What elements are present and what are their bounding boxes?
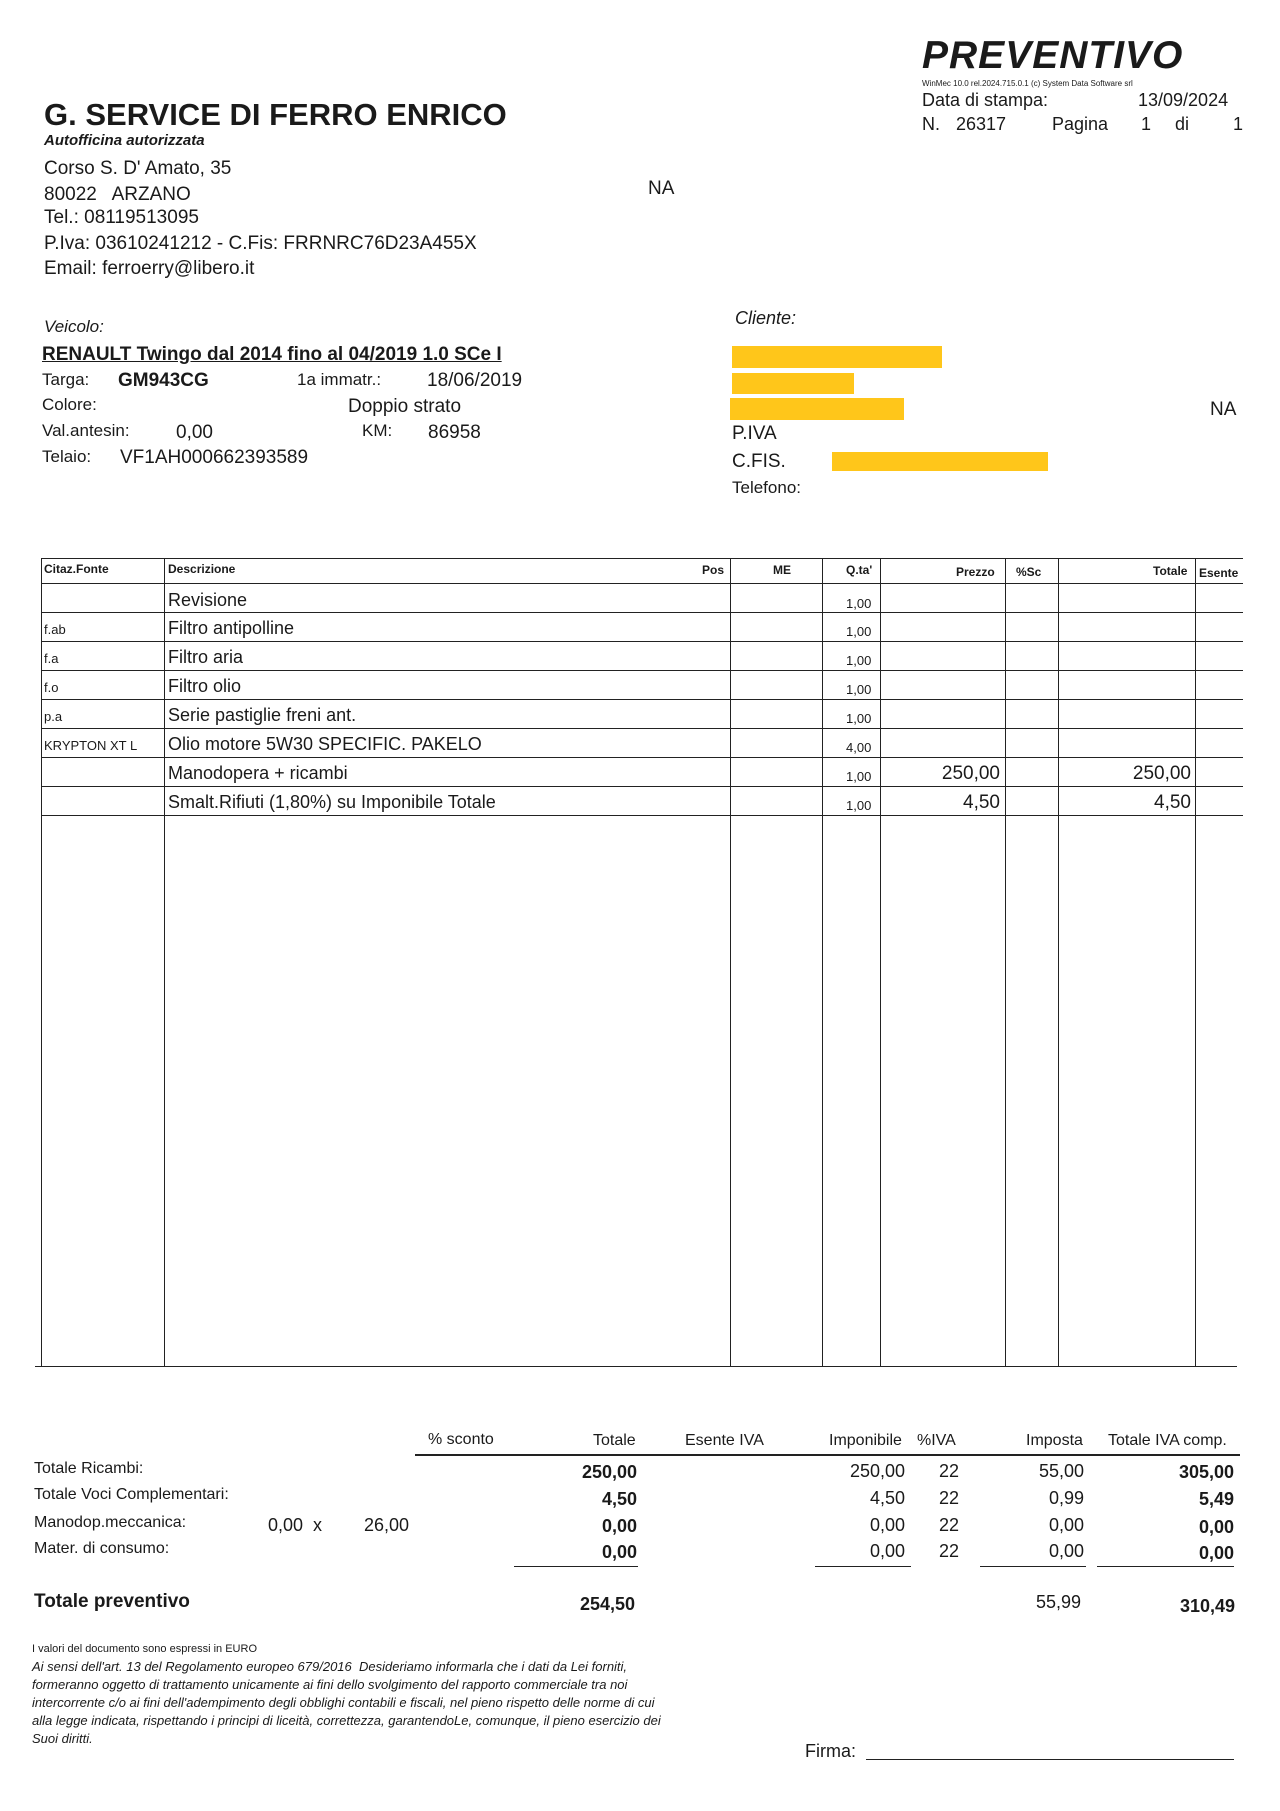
table-col-line <box>730 558 731 1366</box>
privacy-line: Ai sensi dell'art. 13 del Regolamento europeo 679/2016 Desideriamo informarla che i dati da Lei forniti, <box>32 1659 628 1674</box>
table-top-line <box>41 558 1243 559</box>
company-address: Corso S. D' Amato, 35 <box>44 158 232 179</box>
summary-label: Totale Ricambi: <box>34 1460 144 1477</box>
summary-label: Manodop.meccanica: <box>34 1514 187 1531</box>
row-source: f.a <box>44 651 59 666</box>
km-label: KM: <box>362 421 393 440</box>
col-header-total: Totale <box>1153 564 1188 578</box>
row-description: Filtro aria <box>168 647 244 667</box>
row-description: Olio motore 5W30 SPECIFIC. PAKELO <box>168 734 482 754</box>
vin-label: Telaio: <box>42 447 92 466</box>
summary-tax: 55,00 <box>1038 1461 1084 1481</box>
signature-label: Firma: <box>805 1741 856 1761</box>
row-description: Filtro antipolline <box>168 618 295 638</box>
row-line <box>41 815 1243 816</box>
page-total: 1 <box>1233 114 1244 134</box>
table-col-line <box>1058 558 1059 1366</box>
summary-vat: 22 <box>939 1541 960 1561</box>
grand-total-label: Totale preventivo <box>34 1591 190 1612</box>
row-total: 4,50 <box>1154 792 1191 813</box>
table-col-line <box>1195 558 1196 1366</box>
registration-date: 18/06/2019 <box>427 370 523 391</box>
row-line <box>41 670 1243 671</box>
company-phone: Tel.: 08119513095 <box>44 207 199 228</box>
table-col-line <box>164 558 165 1366</box>
summary-header-line <box>415 1454 1240 1456</box>
currency-note: I valori del documento sono espressi in EURO <box>32 1643 257 1655</box>
summary-header-tax: Imposta <box>1026 1432 1083 1449</box>
km-value: 86958 <box>428 422 481 443</box>
col-header-pos: Pos <box>702 563 725 577</box>
col-header-qty: Q.ta' <box>846 563 873 577</box>
grand-total: 254,50 <box>579 1594 635 1614</box>
summary-header-taxable: Imponibile <box>829 1432 902 1449</box>
document-number: 26317 <box>956 114 1007 134</box>
company-subtitle: Autofficina autorizzata <box>44 132 205 149</box>
summary-tax: 0,00 <box>1048 1541 1084 1561</box>
row-price: 4,50 <box>963 792 1000 813</box>
summary-vat: 22 <box>939 1488 960 1508</box>
summary-vat: 22 <box>939 1515 960 1535</box>
company-name: G. SERVICE DI FERRO ENRICO <box>44 97 507 132</box>
row-line <box>41 641 1243 642</box>
summary-total-vat: 0,00 <box>1198 1543 1234 1563</box>
table-bottom-line <box>35 1366 1237 1367</box>
summary-total: 250,00 <box>581 1462 637 1482</box>
grand-total-vat: 310,49 <box>1179 1596 1235 1616</box>
summary-taxable: 0,00 <box>869 1515 905 1535</box>
privacy-line: intercorrente c/o ai fini dell'adempimento degli obblighi contabili e fiscali, nel pieno rispetto delle norme di cui <box>32 1695 655 1710</box>
summary-total-vat: 305,00 <box>1178 1462 1234 1482</box>
print-date: 13/09/2024 <box>1138 90 1229 110</box>
row-line <box>41 612 1243 613</box>
company-province: NA <box>648 178 675 199</box>
row-quantity: 1,00 <box>846 711 872 726</box>
summary-total: 0,00 <box>601 1516 637 1536</box>
client-piva-label: P.IVA <box>732 423 777 444</box>
row-description: Serie pastiglie freni ant. <box>168 705 357 725</box>
labor-rate: 26,00 <box>364 1515 410 1535</box>
company-email: Email: ferroerry@libero.it <box>44 258 255 279</box>
client-address-redaction <box>732 373 854 394</box>
privacy-line: formeranno oggetto di trattamento unicamente ai fini dello svolgimento del rapporto commerciale tra noi <box>32 1677 628 1692</box>
row-quantity: 1,00 <box>846 798 872 813</box>
summary-label: Mater. di consumo: <box>34 1540 170 1557</box>
subtotal-line <box>514 1566 638 1567</box>
document-number-label: N. <box>922 114 940 134</box>
signature-line <box>866 1759 1234 1760</box>
row-source: KRYPTON XT L <box>44 738 138 753</box>
table-col-line <box>822 558 823 1366</box>
client-city-redaction <box>730 398 904 420</box>
summary-total: 4,50 <box>601 1489 637 1509</box>
row-description: Manodopera + ricambi <box>168 763 348 783</box>
client-phone-label: Telefono: <box>732 478 801 497</box>
vin-value: VF1AH000662393589 <box>120 447 309 468</box>
summary-total-vat: 0,00 <box>1198 1517 1234 1537</box>
row-total: 250,00 <box>1132 763 1191 784</box>
document-title: PREVENTIVO <box>922 34 1184 77</box>
row-line <box>41 699 1243 700</box>
col-header-me: ME <box>773 563 791 577</box>
page-label: Pagina <box>1052 114 1109 134</box>
vehicle-label: Veicolo: <box>44 317 104 336</box>
col-header-exempt: Esente <box>1199 566 1239 580</box>
col-header-price: Prezzo <box>956 565 995 579</box>
privacy-line: alla legge indicata, rispettando i principi di liceità, correttezza, garantendoLe, comunque, il pieno esercizio dei <box>32 1713 661 1728</box>
summary-total: 0,00 <box>601 1542 637 1562</box>
row-quantity: 1,00 <box>846 769 872 784</box>
client-cfis-redaction <box>832 452 1048 471</box>
row-line <box>41 757 1243 758</box>
client-province: NA <box>1210 399 1237 420</box>
software-credit: WinMec 10.0 rel.2024.715.0.1 (c) System Data Software srl <box>922 79 1133 88</box>
summary-vat: 22 <box>939 1461 960 1481</box>
color-value: Doppio strato <box>348 396 462 417</box>
row-description: Filtro olio <box>168 676 242 696</box>
client-cfis-label: C.FIS. <box>732 451 786 472</box>
privacy-line: Suoi diritti. <box>32 1731 93 1746</box>
row-source: f.o <box>44 680 59 695</box>
row-quantity: 1,00 <box>846 624 872 639</box>
registration-label: 1a immatr.: <box>297 370 382 389</box>
summary-tax: 0,99 <box>1048 1488 1084 1508</box>
subtotal-line <box>980 1566 1086 1567</box>
row-quantity: 4,00 <box>846 740 872 755</box>
subtotal-line <box>815 1566 911 1567</box>
table-col-line <box>880 558 881 1366</box>
summary-label: Totale Voci Complementari: <box>34 1486 229 1503</box>
row-line <box>41 728 1243 729</box>
color-label: Colore: <box>42 395 97 414</box>
summary-header-exempt: Esente IVA <box>685 1432 764 1449</box>
vehicle-model: RENAULT Twingo dal 2014 fino al 04/2019 1.0 SCe I <box>42 344 502 365</box>
client-label: Cliente: <box>735 308 797 328</box>
page-of-label: di <box>1175 114 1190 134</box>
row-quantity: 1,00 <box>846 596 872 611</box>
summary-taxable: 250,00 <box>849 1461 905 1481</box>
client-name-redaction <box>732 346 942 368</box>
summary-header-total: Totale <box>593 1432 636 1449</box>
summary-taxable: 0,00 <box>869 1541 905 1561</box>
row-quantity: 1,00 <box>846 653 872 668</box>
row-source: f.ab <box>44 622 66 637</box>
row-description: Revisione <box>168 590 248 610</box>
table-col-line <box>41 558 42 1366</box>
row-description: Smalt.Rifiuti (1,80%) su Imponibile Totale <box>168 792 496 812</box>
table-col-line <box>1005 558 1006 1366</box>
grand-tax: 55,99 <box>1035 1592 1081 1612</box>
value-amount: 0,00 <box>176 422 213 443</box>
table-header-line <box>41 583 1243 584</box>
company-tax-ids: P.Iva: 03610241212 - C.Fis: FRRNRC76D23A455X <box>44 233 477 254</box>
col-header-description: Descrizione <box>168 562 236 576</box>
summary-tax: 0,00 <box>1048 1515 1084 1535</box>
subtotal-line <box>1097 1566 1234 1567</box>
row-line <box>41 786 1243 787</box>
col-header-discount: %Sc <box>1016 565 1042 579</box>
labor-hours: 0,00 x <box>268 1515 323 1535</box>
summary-header-vat: %IVA <box>917 1432 956 1449</box>
row-price: 250,00 <box>941 763 1000 784</box>
page-number: 1 <box>1141 114 1152 134</box>
summary-header-discount: % sconto <box>428 1431 494 1448</box>
summary-taxable: 4,50 <box>869 1488 905 1508</box>
plate-label: Targa: <box>42 370 90 389</box>
row-source: p.a <box>44 709 63 724</box>
print-date-label: Data di stampa: <box>922 90 1049 110</box>
summary-total-vat: 5,49 <box>1198 1489 1234 1509</box>
company-city: 80022 ARZANO <box>44 184 191 205</box>
col-header-source: Citaz.Fonte <box>44 562 109 576</box>
summary-header-total-vat: Totale IVA comp. <box>1108 1432 1227 1449</box>
plate-value: GM943CG <box>118 370 209 391</box>
row-quantity: 1,00 <box>846 682 872 697</box>
value-label: Val.antesin: <box>42 421 130 440</box>
